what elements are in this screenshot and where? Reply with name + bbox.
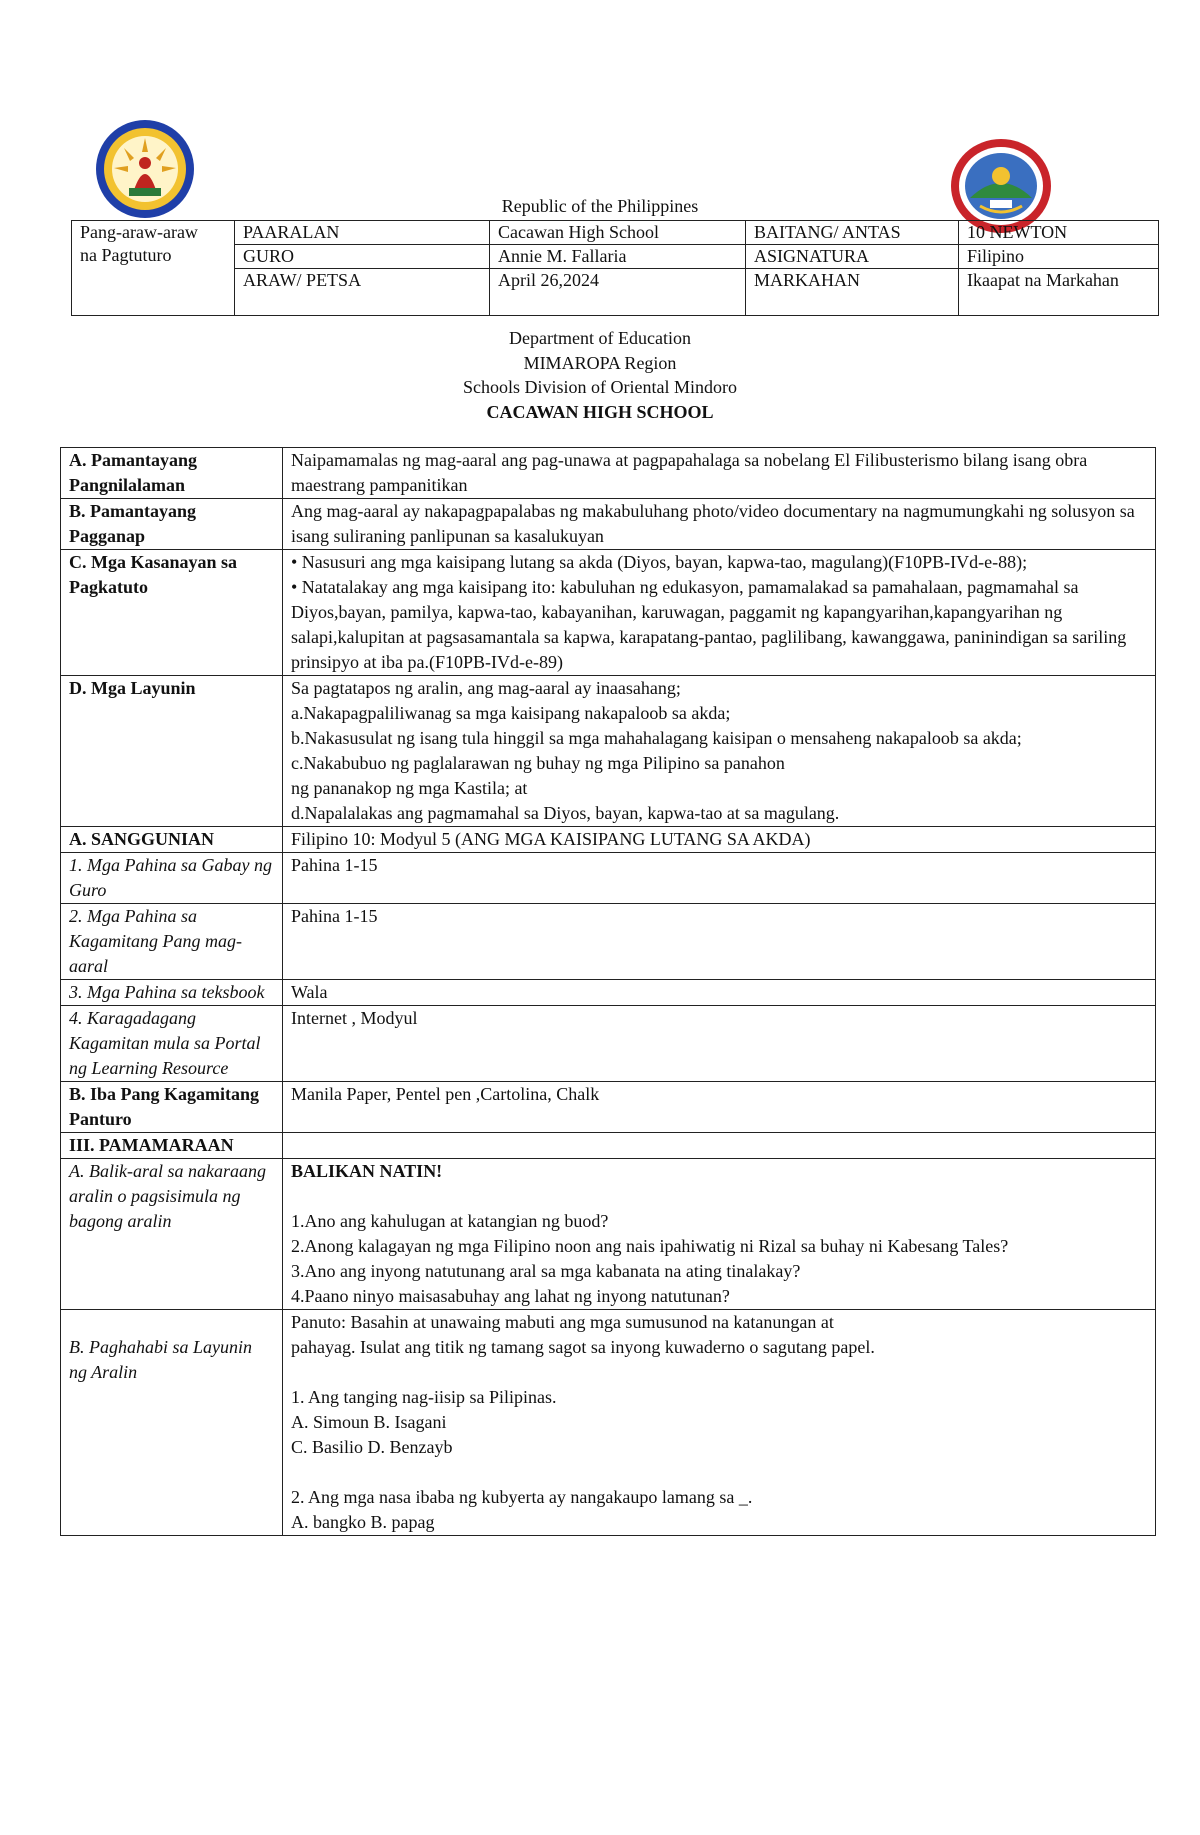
objective-line: ng pananakop ng mga Kastila; at [291, 778, 528, 798]
info-key-grade: BAITANG/ ANTAS [746, 221, 959, 245]
textbook-pages-label: 3. Mga Pahina sa teksbook [61, 980, 283, 1006]
performance-standard-label: B. Pamantayang Pagganap [61, 499, 283, 550]
review-question: 1.Ano ang kahulugan at katangian ng buod? [291, 1211, 609, 1231]
procedures-label: III. PAMAMARAAN [61, 1133, 283, 1159]
quiz-choices: A. Simoun B. Isagani [291, 1412, 447, 1432]
table-row [61, 980, 1156, 1006]
objectives-label: D. Mga Layunin [61, 676, 283, 827]
other-materials-label: B. Iba Pang Kagamitang Panturo [61, 1082, 283, 1133]
table-row [61, 1006, 1156, 1082]
lr-portal-materials-label: 4. Karagadagang Kagamitan mula sa Portal ng Learning Resource [61, 1006, 283, 1082]
motivation-value [283, 1310, 1156, 1536]
info-key-quarter: MARKAHAN [746, 269, 959, 316]
review-title: BALIKAN NATIN! [291, 1161, 443, 1181]
instructions-line: Panuto: Basahin at unawaing mabuti ang mga sumusunod na katanungan at [291, 1312, 834, 1332]
region-name: MIMAROPA Region [523, 352, 677, 373]
table-row [61, 827, 1156, 853]
competencies-value [283, 550, 1156, 676]
table-row [61, 448, 1156, 499]
quiz-choices: A. bangko B. papag [291, 1512, 435, 1532]
textbook-pages-value: Wala [283, 980, 1156, 1006]
procedures-value [283, 1133, 1156, 1159]
quiz-question: 2. Ang mga nasa ibaba ng kubyerta ay nangakaupo lamang sa _. [291, 1487, 753, 1507]
review-question: 4.Paano ninyo maisasabuhay ang lahat ng inyong natutunan? [291, 1286, 730, 1306]
review-question: 3.Ano ang inyong natutunang aral sa mga kabanata na ating tinalakay? [291, 1261, 801, 1281]
objective-line: b.Nakasusulat ng isang tula hinggil sa mga mahahalagang kaisipan o mensaheng nakapaloob sa akda; [291, 728, 1022, 748]
info-key-subject: ASIGNATURA [746, 245, 959, 269]
review-question: 2.Anong kalagayan ng mga Filipino noon ang nais ipahiwatig ni Rizal sa buhay ni Kabesang Tales? [291, 1236, 1009, 1256]
lesson-type-line-2: na Pagtuturo [80, 245, 172, 265]
learner-material-pages-label: 2. Mga Pahina sa Kagamitang Pang mag-aaral [61, 904, 283, 980]
competencies-label: C. Mga Kasanayan sa Pagkatuto [61, 550, 283, 676]
table-row [61, 1310, 1156, 1536]
learner-material-pages-value: Pahina 1-15 [283, 904, 1156, 980]
instructions-line: pahayag. Isulat ang titik ng tamang sagot sa inyong kuwaderno o sagutang papel. [291, 1337, 875, 1357]
table-row [61, 904, 1156, 980]
info-key-teacher: GURO [235, 245, 490, 269]
department-header [0, 326, 1200, 424]
other-materials-value: Manila Paper, Pentel pen ,Cartolina, Chalk [283, 1082, 1156, 1133]
references-label: A. SANGGUNIAN [61, 827, 283, 853]
lesson-type-line-1: Pang-araw-araw [80, 222, 198, 242]
info-key-school: PAARALAN [235, 221, 490, 245]
table-row [61, 853, 1156, 904]
lesson-plan-table [60, 447, 1156, 1536]
info-value-quarter: Ikaapat na Markahan [959, 269, 1159, 316]
competency-item: • Nasusuri ang mga kaisipang lutang sa akda (Diyos, bayan, kapwa-tao, magulang)(F10PB-IVd-e-88); [291, 552, 1028, 572]
school-name: CACAWAN HIGH SCHOOL [486, 401, 714, 422]
info-value-date: April 26,2024 [490, 269, 746, 316]
republic-heading: Republic of the Philippines [501, 196, 699, 216]
division-name: Schools Division of Oriental Mindoro [463, 377, 737, 397]
lesson-type-cell [72, 221, 235, 316]
info-value-teacher: Annie M. Fallaria [490, 245, 746, 269]
info-value-subject: Filipino [959, 245, 1159, 269]
objective-line: Sa pagtatapos ng aralin, ang mag-aaral ay inaasahang; [291, 678, 681, 698]
quiz-question: 1. Ang tanging nag-iisip sa Pilipinas. [291, 1387, 557, 1407]
table-row [61, 1082, 1156, 1133]
quiz-choices: C. Basilio D. Benzayb [291, 1437, 453, 1457]
table-row [61, 676, 1156, 827]
competency-item: • Natatalakay ang mga kaisipang ito: kabuluhan ng edukasyon, pamamalakad sa pamahalaan, pagmamahal sa Diyos,bayan, pamilya, kapwa-tao, kabayanihan, karuwagan, paggamit ng kapangyarihan,kapangyarihan ng salapi,kalupitan at pagsasamantala sa kapwa, karapatang-pantao, paglilibang, kawanggawa, paninindigan sa sariling prinsipyo at iba pa.(F10PB-IVd-e-89) [291, 577, 1127, 672]
table-row [61, 1133, 1156, 1159]
teacher-guide-pages-label: 1. Mga Pahina sa Gabay ng Guro [61, 853, 283, 904]
performance-standard-value: Ang mag-aaral ay nakapagpapalabas ng makabuluhang photo/video documentary na nagmumungkahi ng solusyon sa isang suliraning panlipunan sa kasalukuyan [283, 499, 1156, 550]
department-name: Department of Education [509, 328, 691, 348]
lesson-info-table [71, 220, 1159, 316]
table-row [61, 550, 1156, 676]
content-standard-label: A. Pamantayang Pangnilalaman [61, 448, 283, 499]
lr-portal-materials-value: Internet , Modyul [283, 1006, 1156, 1082]
objective-line: c.Nakabubuo ng paglalarawan ng buhay ng mga Pilipino sa panahon [291, 753, 785, 773]
content-standard-value: Naipamamalas ng mag-aaral ang pag-unawa at pagpapahalaga sa nobelang El Filibusterismo bilang isang obra maestrang pampanitikan [283, 448, 1156, 499]
info-value-grade: 10 NEWTON [959, 221, 1159, 245]
objective-line: d.Napalalakas ang pagmamahal sa Diyos, bayan, kapwa-tao at sa magulang. [291, 803, 840, 823]
objective-line: a.Nakapagpaliliwanag sa mga kaisipang nakapaloob sa akda; [291, 703, 731, 723]
info-key-date: ARAW/ PETSA [235, 269, 490, 316]
teacher-guide-pages-value: Pahina 1-15 [283, 853, 1156, 904]
review-label: A. Balik-aral sa nakaraang aralin o pagsisimula ng bagong aralin [61, 1159, 283, 1310]
review-value [283, 1159, 1156, 1310]
objectives-value [283, 676, 1156, 827]
references-value: Filipino 10: Modyul 5 (ANG MGA KAISIPANG LUTANG SA AKDA) [283, 827, 1156, 853]
info-value-school: Cacawan High School [490, 221, 746, 245]
table-row [61, 1159, 1156, 1310]
table-row [61, 499, 1156, 550]
motivation-label: B. Paghahabi sa Layunin ng Aralin [61, 1310, 283, 1536]
